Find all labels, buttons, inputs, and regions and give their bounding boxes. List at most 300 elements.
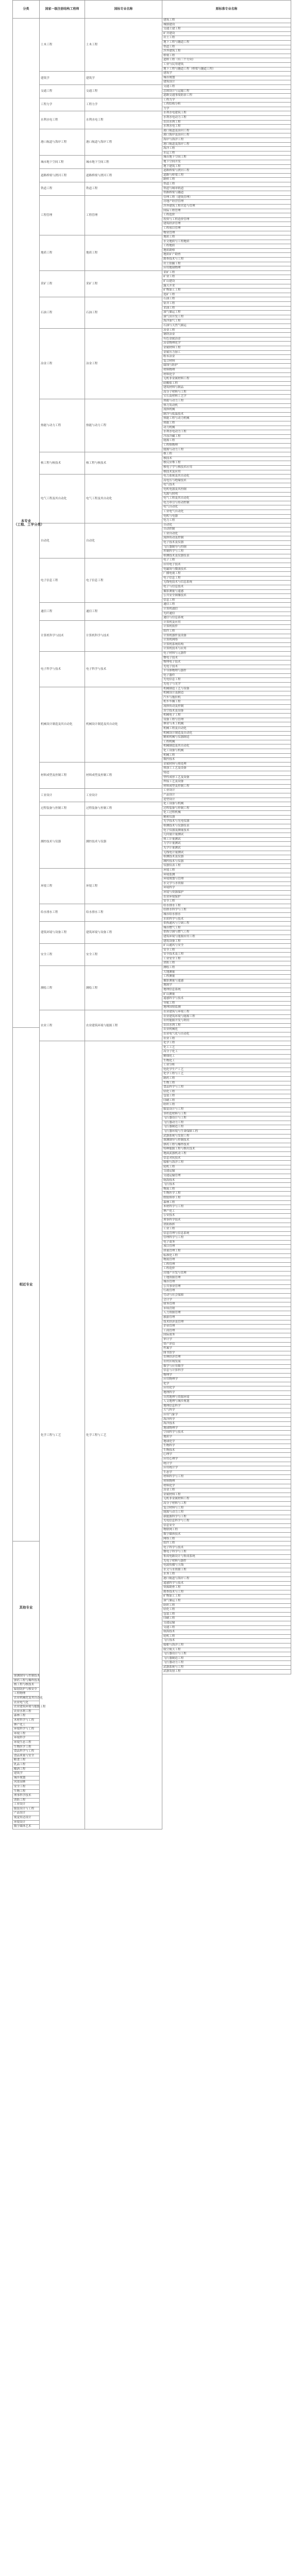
table-row bbox=[13, 651, 291, 656]
original-major-cell: 岩土工程 bbox=[162, 36, 291, 41]
category-cell bbox=[13, 1028, 40, 1541]
national-major-cell: 建筑学 bbox=[85, 72, 162, 85]
register-major-cell: 石油工程 bbox=[40, 297, 85, 328]
original-major-cell: 辐射防护与核安全 bbox=[13, 1687, 40, 1692]
original-major-cell: 钢铁冶金 bbox=[162, 333, 291, 337]
original-major-cell: 光源与照明 bbox=[162, 492, 291, 497]
original-major-cell: 铁道工程 bbox=[162, 182, 291, 187]
table-row bbox=[13, 98, 291, 103]
original-major-cell: 物业管理 bbox=[162, 231, 291, 235]
original-major-cell: 地下建筑工程 bbox=[162, 164, 291, 169]
original-major-cell: 通信与信息系统 bbox=[162, 616, 291, 621]
original-major-cell: 遥感科学与技术 bbox=[162, 1581, 291, 1586]
original-major-cell: 电子与信息技术 bbox=[162, 585, 291, 590]
original-major-cell: 工业工程 bbox=[162, 1227, 291, 1232]
category-cell bbox=[13, 19, 44, 1028]
table-row bbox=[13, 966, 291, 971]
original-major-cell: 生物科学 bbox=[162, 1444, 291, 1449]
original-major-cell: 微电子科学与工程 bbox=[162, 1550, 291, 1555]
original-major-cell: 数学与应用数学 bbox=[162, 1364, 291, 1369]
original-major-cell: 工业设计 bbox=[13, 1803, 40, 1807]
register-major-cell: 建筑学 bbox=[40, 72, 85, 85]
original-major-cell: 交通工程 bbox=[162, 84, 291, 89]
original-major-cell: 地面武器机动工程 bbox=[162, 1152, 291, 1157]
original-major-cell: 资源勘查工程 bbox=[162, 1586, 291, 1590]
original-major-cell: 服装设计与工程 bbox=[13, 1807, 40, 1811]
original-major-cell: 电子信息工程 bbox=[162, 576, 291, 581]
original-major-cell: 核技术及应用 bbox=[162, 470, 291, 474]
original-major-cell: 供热空调与燃气工程 bbox=[162, 930, 291, 935]
register-major-cell: 环境工程 bbox=[40, 869, 85, 904]
original-major-cell: 工业分析 bbox=[162, 1063, 291, 1068]
original-major-cell: 城市规划 bbox=[162, 76, 291, 80]
original-major-cell: 数字媒体技术 bbox=[162, 1533, 291, 1537]
original-major-cell: 机械设计制造及自动化 bbox=[162, 731, 291, 736]
original-major-cell: 海洋技术 bbox=[162, 1422, 291, 1427]
original-major-cell: 路桥工程 bbox=[162, 178, 291, 182]
original-major-cell: 交通土建工程 bbox=[162, 27, 291, 32]
original-major-cell: 力学 bbox=[162, 107, 291, 111]
original-major-cell: 环境科学与工程 bbox=[13, 1727, 40, 1732]
original-major-cell: 油气储运工程 bbox=[162, 1599, 291, 1603]
original-major-cell: 城市燃气工程 bbox=[162, 926, 291, 930]
original-major-cell: 地理科学 bbox=[162, 1391, 291, 1396]
register-major-cell: 通信工程 bbox=[40, 603, 85, 620]
register-major-cell: 工程管理 bbox=[40, 195, 85, 235]
original-major-cell: 轻化工程 bbox=[162, 1608, 291, 1613]
original-major-cell: 石油与天然气储运 bbox=[162, 324, 291, 328]
original-major-cell: 地理信息系统 bbox=[162, 988, 291, 993]
original-major-cell: 安全技术及工程 bbox=[162, 953, 291, 957]
original-major-cell: 刑事科学技术 bbox=[13, 1794, 40, 1799]
original-major-cell: 食品科学与工程 bbox=[162, 1086, 291, 1090]
category-label: 相近专业 bbox=[19, 1282, 33, 1286]
original-major-cell: 应用地球物理 bbox=[162, 266, 291, 271]
national-major-cell: 计算机科学与技术 bbox=[85, 620, 162, 651]
original-major-cell: 飞行器设计与工程 bbox=[162, 1116, 291, 1121]
original-major-cell: 机械设计及制造 bbox=[162, 691, 291, 696]
original-major-cell: 飞行器制导与控制 bbox=[162, 545, 291, 550]
original-major-cell: 统计学 bbox=[162, 1462, 291, 1466]
original-major-cell: 热力发动机 bbox=[162, 403, 291, 408]
register-major-cell: 测绘工程 bbox=[40, 966, 85, 1010]
original-major-cell: 腐蚀与防护 bbox=[162, 364, 291, 368]
original-major-cell: 水利水电工程 bbox=[162, 125, 291, 129]
national-major-cell: 工程力学 bbox=[85, 98, 162, 111]
original-major-cell: 道桥工程（有三个方向） bbox=[162, 58, 291, 63]
original-major-cell: 图书馆学 bbox=[162, 1351, 291, 1355]
table-row bbox=[13, 182, 291, 187]
original-major-cell: 消防工程 bbox=[13, 1798, 40, 1803]
original-major-cell: 飞行技术 bbox=[162, 1183, 291, 1188]
original-major-cell: 热能与动力工程 bbox=[162, 399, 291, 404]
register-major-cell: 水利水电工程 bbox=[40, 111, 85, 129]
original-major-cell: 工程力学 bbox=[162, 98, 291, 103]
original-major-cell: 电波传播与天线 bbox=[162, 1564, 291, 1568]
original-major-cell: 电子工程 bbox=[162, 558, 291, 563]
original-major-cell: 航空航天工程 bbox=[162, 1648, 291, 1652]
original-major-cell: 工业设计 bbox=[162, 789, 291, 793]
original-major-cell: 环境工程 bbox=[162, 869, 291, 873]
original-major-cell: 环境设计 bbox=[13, 1820, 40, 1825]
original-major-cell: 应用统计学 bbox=[162, 1466, 291, 1471]
table-row bbox=[13, 270, 291, 275]
table-row bbox=[13, 72, 291, 76]
original-major-cell: 企业管理 bbox=[162, 1325, 291, 1329]
national-major-cell: 工业设计 bbox=[85, 789, 162, 802]
original-major-cell: 光电子技术 bbox=[162, 665, 291, 669]
original-major-cell: 武器系统与工程 bbox=[162, 1665, 291, 1670]
original-major-cell: 建筑设计 bbox=[162, 80, 291, 85]
original-major-cell: 材料物理 bbox=[162, 1479, 291, 1484]
table-row bbox=[13, 687, 291, 691]
original-major-cell: 采油工程 bbox=[162, 306, 291, 311]
original-major-cell: 大地测量 bbox=[162, 970, 291, 975]
original-major-cell: 交通运输管理 bbox=[162, 1174, 291, 1178]
original-major-cell: 机械工程及自动化 bbox=[162, 727, 291, 732]
register-major-cell: 冶金工程 bbox=[40, 328, 85, 399]
table-row bbox=[13, 523, 291, 528]
original-major-cell: 铸造 bbox=[162, 771, 291, 775]
register-major-cell: 农业工程 bbox=[40, 1010, 85, 1041]
original-major-cell: 农林经济管理 bbox=[162, 1355, 291, 1360]
original-major-cell: 地下工程与隧道工程（桥梁与隧道工程） bbox=[162, 67, 291, 72]
original-major-cell: 人文地理与城乡规划 bbox=[162, 1400, 291, 1404]
original-major-cell: 采矿工程 bbox=[162, 270, 291, 275]
original-major-cell: 建筑工程 bbox=[162, 19, 291, 23]
national-major-cell: 给水排水工程 bbox=[85, 904, 162, 921]
original-major-cell: 包装工程 bbox=[162, 1094, 291, 1099]
original-major-cell: 飞行器制造工程 bbox=[162, 1656, 291, 1661]
original-major-cell: 农村能源开发与利用 bbox=[162, 1019, 291, 1024]
original-major-cell: 环境与资源保护 bbox=[162, 890, 291, 895]
register-major-cell: 电气工程及其自动化 bbox=[40, 474, 85, 523]
original-major-cell: 港口海岸及治河工程 bbox=[162, 133, 291, 138]
original-major-cell: 农业机械化及其自动化 bbox=[13, 1697, 40, 1701]
original-major-cell: 生物技术 bbox=[162, 1448, 291, 1453]
register-major-cell: 道路桥梁与渡河工程 bbox=[40, 169, 85, 182]
original-major-cell: 测控技术与仪器 bbox=[162, 859, 291, 864]
original-major-cell: 供热通风与空调工程 bbox=[162, 922, 291, 926]
table-row bbox=[13, 328, 291, 333]
original-major-cell: 行政管理 bbox=[162, 1289, 291, 1294]
national-major-cell: 环境工程 bbox=[85, 869, 162, 904]
national-major-cell: 测绘工程 bbox=[85, 966, 162, 1010]
original-major-cell: 电力系统及其自动化 bbox=[162, 474, 291, 479]
national-major-cell: 石油工程 bbox=[85, 297, 162, 328]
original-major-cell: 制冷与低温技术 bbox=[162, 412, 291, 417]
original-major-cell: 工业与民用建筑 bbox=[162, 62, 291, 67]
table-row bbox=[13, 235, 291, 240]
original-major-cell: 档案学 bbox=[162, 1347, 291, 1351]
original-major-cell: 物理电子技术 bbox=[162, 660, 291, 665]
original-major-cell: 矿物加工工程 bbox=[162, 1595, 291, 1599]
table-row bbox=[13, 156, 291, 160]
original-major-cell: 生物医学工程 bbox=[162, 1192, 291, 1196]
original-major-cell: 纺织工程 bbox=[162, 1603, 291, 1608]
original-major-cell: 计算机通信 bbox=[162, 607, 291, 612]
original-major-cell: 武器系统与发射工程 bbox=[162, 1134, 291, 1139]
original-major-cell: 林产化工 bbox=[13, 1723, 40, 1727]
original-major-cell: 电气自动化 bbox=[162, 505, 291, 510]
table-row bbox=[13, 762, 291, 767]
original-major-cell: 探测制导与控制技术 bbox=[162, 1139, 291, 1143]
original-major-cell: 港口航道及治河工程 bbox=[162, 129, 291, 133]
original-major-cell: 总图设计与运输工程 bbox=[162, 89, 291, 94]
category-sub: （工程、工学分类） bbox=[14, 522, 44, 527]
original-major-cell: 油气储运工程 bbox=[162, 311, 291, 315]
original-major-cell: 动力机械 bbox=[162, 426, 291, 430]
original-major-cell: 机械电子工程 bbox=[162, 714, 291, 718]
original-major-cell: 机械制造及其自动化 bbox=[162, 744, 291, 749]
table-row bbox=[13, 111, 291, 116]
original-major-cell: 城市给水排水 bbox=[162, 912, 291, 917]
original-major-cell: 会计学 bbox=[162, 1298, 291, 1302]
original-major-cell: 化工设备与机械 bbox=[162, 802, 291, 807]
original-major-cell: 应用化学 bbox=[162, 1386, 291, 1391]
original-major-cell: 地理信息科学 bbox=[162, 1404, 291, 1409]
original-major-cell: 电机与电器 bbox=[162, 514, 291, 519]
original-major-cell: 建筑设备工程 bbox=[162, 939, 291, 944]
original-major-cell: 计算机技术与应用 bbox=[162, 647, 291, 652]
register-major-cell: 化学工程与工艺 bbox=[40, 1041, 85, 1829]
register-major-cell: 电子科学与技术 bbox=[40, 651, 85, 687]
national-major-cell: 建筑环境与设备工程 bbox=[85, 922, 162, 944]
original-major-cell: 矿山建设 bbox=[162, 280, 291, 284]
original-major-cell: 轻化工程 bbox=[162, 1090, 291, 1094]
original-major-cell: 纺织工程 bbox=[162, 1103, 291, 1108]
register-major-cell: 测控技术与仪器 bbox=[40, 815, 85, 868]
original-major-cell: 过程装备与控制工程 bbox=[162, 806, 291, 811]
original-major-cell: 管理工程（建筑管理） bbox=[162, 195, 291, 200]
original-major-cell: 公安技术 bbox=[162, 1214, 291, 1218]
original-major-cell: 海洋科学 bbox=[162, 1417, 291, 1422]
original-major-cell: 航海技术 bbox=[162, 1178, 291, 1183]
table-row bbox=[13, 1010, 291, 1015]
original-major-cell: 工程结构分析 bbox=[162, 103, 291, 107]
original-major-cell: 铁道工程 bbox=[162, 45, 291, 49]
original-major-cell: 建筑经济管理 bbox=[162, 222, 291, 227]
original-major-cell: 光电子材料与器件 bbox=[162, 1559, 291, 1564]
original-major-cell: 视觉传达设计 bbox=[13, 1816, 40, 1821]
original-major-cell: 软件工程 bbox=[162, 629, 291, 634]
original-major-cell: 应用电子技术 bbox=[162, 563, 291, 568]
original-major-cell: 热能工程 bbox=[162, 421, 291, 426]
original-major-cell: 产品设计 bbox=[13, 1811, 40, 1816]
original-major-cell: 电气工程及其自动化 bbox=[162, 497, 291, 501]
original-major-cell: 农业建筑环境与能源工程 bbox=[13, 1705, 40, 1710]
original-major-cell: 环境监测 bbox=[162, 873, 291, 877]
category-label: 其他专业 bbox=[19, 1605, 33, 1609]
original-major-cell: 水文地质与工程地质 bbox=[162, 240, 291, 244]
original-major-cell: 生物医学工程 bbox=[13, 1745, 40, 1750]
original-major-cell: 劳动与社会保障 bbox=[162, 1294, 291, 1298]
original-major-cell: 水质科学与技术 bbox=[162, 917, 291, 922]
original-major-cell: 金属材料与热处理 bbox=[162, 762, 291, 767]
national-major-cell: 自动化 bbox=[85, 523, 162, 558]
original-major-cell: 道路与桥梁工程 bbox=[162, 173, 291, 178]
original-major-cell: 农田水利工程 bbox=[162, 1023, 291, 1028]
original-major-cell: 勘查技术与工程 bbox=[162, 1590, 291, 1595]
original-major-cell: 物流工程 bbox=[162, 1187, 291, 1192]
original-major-cell: 网络工程 bbox=[162, 1537, 291, 1541]
original-major-cell: 光学计量测试 bbox=[162, 846, 291, 851]
original-major-cell: 水利水电动力工程 bbox=[162, 116, 291, 121]
header-category: 分类 bbox=[13, 1, 40, 19]
original-major-cell: 电化学生产工艺 bbox=[162, 1067, 291, 1072]
original-major-cell: 真空技术及设备 bbox=[162, 709, 291, 714]
original-major-cell: 飞行器环境与生命保障工程 bbox=[162, 1130, 291, 1134]
original-major-cell: 道路桥梁与渡河工程 bbox=[162, 169, 291, 174]
original-major-cell: 弹药工程与爆炸技术 bbox=[13, 1679, 40, 1683]
original-major-cell: 港口航道及海岸工程 bbox=[162, 142, 291, 147]
original-major-cell: 检测技术及仪器 bbox=[162, 855, 291, 860]
original-major-cell: 食品质量与安全 bbox=[13, 1754, 40, 1758]
original-major-cell: 地图学 bbox=[162, 984, 291, 988]
major-table bbox=[12, 0, 291, 1829]
original-major-cell: 给水排水工程 bbox=[162, 904, 291, 908]
original-major-cell: 矿井建设 bbox=[162, 31, 291, 36]
original-major-cell: 公共事业管理 bbox=[162, 1284, 291, 1289]
original-major-cell: 设备工程与管理 bbox=[162, 718, 291, 722]
original-major-cell: 工程物理 bbox=[13, 1692, 40, 1697]
original-major-cell: 弹药工程与爆炸技术 bbox=[162, 1143, 291, 1147]
table-row bbox=[13, 474, 291, 479]
original-major-cell: 风景园林 bbox=[13, 1781, 40, 1785]
original-major-cell: 核工程 bbox=[162, 452, 291, 457]
original-major-cell: 港口航道与海岸工程 bbox=[162, 1577, 291, 1582]
original-major-cell: 材料科学与工程 bbox=[162, 1475, 291, 1480]
national-major-cell: 化学工程与工艺 bbox=[85, 1041, 162, 1829]
original-major-cell: 高分子材料与工程 bbox=[162, 390, 291, 395]
table-row bbox=[13, 922, 291, 926]
national-major-cell: 过程装备与控制工程 bbox=[85, 802, 162, 816]
original-major-cell: 控制科学与工程 bbox=[162, 550, 291, 554]
national-major-cell: 测控技术与仪器 bbox=[85, 815, 162, 868]
original-major-cell: 交通运输 bbox=[162, 1170, 291, 1174]
original-major-cell: 工商管理 bbox=[162, 1329, 291, 1333]
original-major-cell: 冶金物理化学 bbox=[162, 342, 291, 346]
original-major-cell: 生物化工 bbox=[162, 1059, 291, 1063]
original-major-cell: 自然地理与资源环境 bbox=[162, 1395, 291, 1400]
national-major-cell: 热能与动力工程 bbox=[85, 399, 162, 452]
original-major-cell: 刑事科学技术 bbox=[162, 1218, 291, 1223]
original-major-cell: 酿酒工程 bbox=[13, 1767, 40, 1772]
national-major-cell: 交通工程 bbox=[85, 84, 162, 98]
original-major-cell: 工程造价 bbox=[162, 213, 291, 218]
original-major-cell: 露天开采 bbox=[162, 284, 291, 289]
original-major-cell: 房地产开发与管理 bbox=[162, 1272, 291, 1276]
national-major-cell: 电气工程及其自动化 bbox=[85, 474, 162, 523]
table-row bbox=[13, 789, 291, 793]
register-major-cell: 过程装备与控制工程 bbox=[40, 802, 85, 816]
national-major-cell: 材料成型及控制工程 bbox=[85, 762, 162, 789]
original-major-cell: 国际商务 bbox=[162, 1333, 291, 1338]
original-major-cell: 金属材料工程 bbox=[162, 346, 291, 350]
original-major-cell: 光纤通信 bbox=[162, 612, 291, 616]
register-major-cell: 铁道工程 bbox=[40, 182, 85, 195]
original-major-cell: 通信工程 bbox=[162, 603, 291, 607]
original-major-cell: 能源与动力工程 bbox=[162, 448, 291, 452]
original-major-cell: 轮机工程 bbox=[162, 1634, 291, 1639]
table-row bbox=[13, 297, 291, 302]
original-major-cell: 地下空间开发 bbox=[162, 160, 291, 165]
table-row bbox=[13, 19, 291, 23]
original-major-cell: 半导体物理与器件 bbox=[162, 669, 291, 674]
national-major-cell: 道路桥梁与渡河工程 bbox=[85, 169, 162, 182]
original-major-cell: 环境生态工程 bbox=[13, 1740, 40, 1745]
original-major-cell: 电子材料与元器件 bbox=[162, 651, 291, 656]
original-major-cell: 农业环境保护 bbox=[162, 895, 291, 900]
original-major-cell: 信息工程 bbox=[162, 598, 291, 603]
original-major-cell: 物联网工程 bbox=[162, 1528, 291, 1533]
original-major-cell: 心理学 bbox=[162, 1453, 291, 1458]
original-major-cell: 铁路桥梁与隧道 bbox=[162, 191, 291, 196]
national-major-cell: 地质工程 bbox=[85, 235, 162, 271]
original-major-cell: 几何量计量测试 bbox=[162, 833, 291, 838]
original-major-cell: 矿业工程 bbox=[162, 275, 291, 280]
original-major-cell: 公共安全图像技术 bbox=[162, 594, 291, 599]
original-major-cell: 旅游管理 bbox=[162, 1315, 291, 1320]
original-major-cell: 工业自动化 bbox=[162, 532, 291, 536]
original-major-cell: 自动化 bbox=[162, 523, 291, 528]
original-major-cell: 力学计量测试 bbox=[162, 842, 291, 846]
original-major-cell: 水利水电动力工程 bbox=[162, 430, 291, 435]
original-major-cell: 材料化学 bbox=[162, 372, 291, 377]
original-major-cell: 工程地质 bbox=[162, 244, 291, 249]
original-major-cell: 工程管理 bbox=[162, 1262, 291, 1267]
table-row bbox=[13, 802, 291, 807]
original-major-cell: 检测技术及仪器仪表 bbox=[162, 554, 291, 558]
category-cell bbox=[13, 1541, 40, 1674]
register-major-cell: 港口航道与海岸工程 bbox=[40, 129, 85, 156]
original-major-cell: 地球物理学 bbox=[162, 1426, 291, 1431]
original-major-cell: 无线电计量测试 bbox=[162, 851, 291, 855]
original-major-cell: 农业工程 bbox=[162, 1037, 291, 1041]
original-major-cell: 建筑材料与制品 bbox=[162, 386, 291, 391]
original-major-cell: 建筑环境与能源应用工程 bbox=[162, 935, 291, 939]
register-major-cell: 自动化 bbox=[40, 523, 85, 558]
original-major-cell: 微电子技术 bbox=[162, 656, 291, 660]
original-major-cell: 材料成型及控制工程 bbox=[162, 784, 291, 789]
national-major-cell: 采矿工程 bbox=[85, 270, 162, 297]
table-row bbox=[13, 869, 291, 873]
original-major-cell: 粮食工程 bbox=[13, 1758, 40, 1763]
original-major-cell: 钻井工程 bbox=[162, 302, 291, 307]
national-major-cell: 土木工程 bbox=[85, 19, 162, 72]
national-major-cell: 电子信息工程 bbox=[85, 558, 162, 603]
original-major-cell: 冷冻冷藏工程 bbox=[162, 434, 291, 439]
register-major-cell: 安全工程 bbox=[40, 944, 85, 966]
original-major-cell: 无线电技术与信息系统 bbox=[162, 581, 291, 585]
original-major-cell: 农业电气化 bbox=[13, 1701, 40, 1705]
original-major-cell: 道路交通事故防治工程 bbox=[162, 94, 291, 98]
original-major-cell: 假肢矫形工程 bbox=[162, 1196, 291, 1200]
original-major-cell: 探测制导与控制技术 bbox=[13, 1674, 40, 1679]
original-major-cell: 精密仪器 bbox=[162, 815, 291, 820]
original-major-cell: 复合材料与工程 bbox=[162, 1506, 291, 1511]
original-major-cell: 特种能源工程与烟火技术 bbox=[162, 1147, 291, 1152]
original-major-cell: 包装工程 bbox=[162, 1612, 291, 1617]
original-major-cell: 信息对抗技术 bbox=[162, 1156, 291, 1161]
original-major-cell: 塑性成形工艺及设备 bbox=[162, 775, 291, 780]
register-major-cell: 核工程与核技术 bbox=[40, 452, 85, 474]
original-major-cell: 软件工程 bbox=[162, 1541, 291, 1546]
original-major-cell: 信息管理与信息系统 bbox=[162, 1231, 291, 1236]
register-major-cell: 土木工程 bbox=[40, 19, 85, 72]
original-major-cell: 飞行器制造工程 bbox=[162, 1125, 291, 1130]
original-major-cell: 服装设计与工程 bbox=[162, 1108, 291, 1112]
